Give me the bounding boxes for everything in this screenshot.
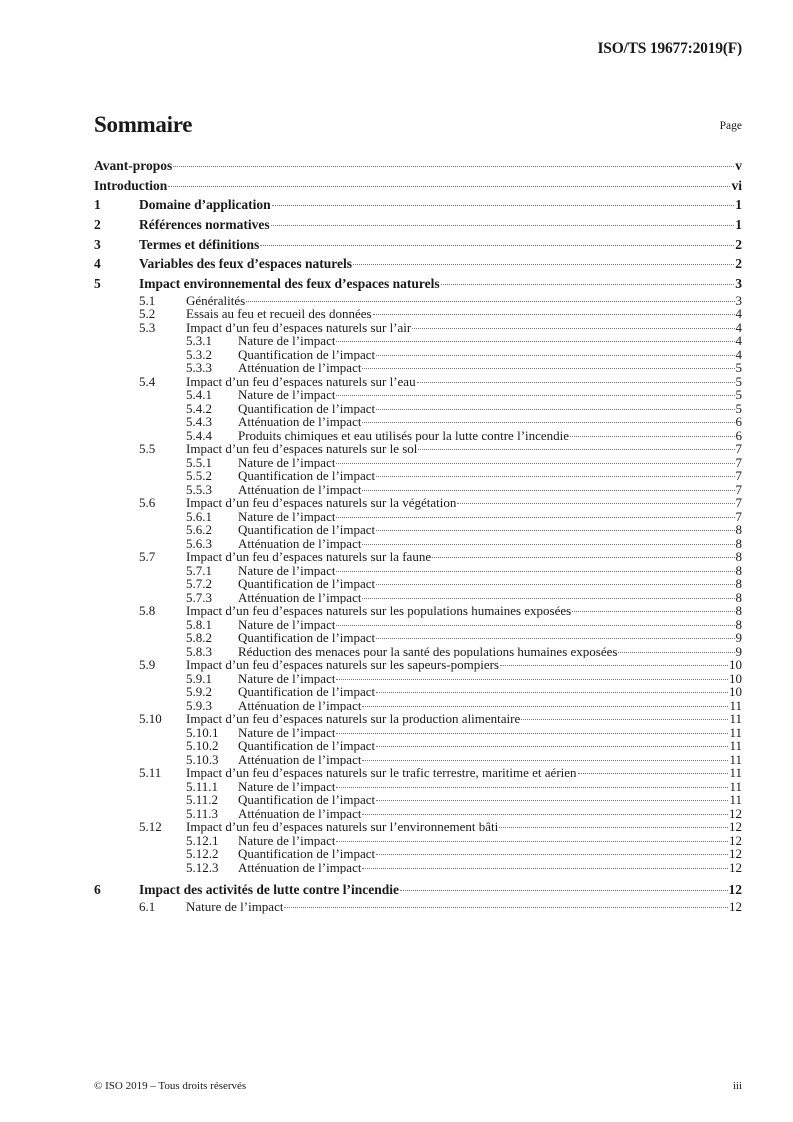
toc-entry[interactable]: [94, 780, 742, 794]
toc-entry[interactable]: [94, 766, 742, 780]
dot-leader: [412, 328, 734, 329]
footer-copyright: © ISO 2019 – Tous droits réservés: [94, 1080, 247, 1092]
toc-entry-title[interactable]: Nature de l’impact: [238, 563, 336, 578]
toc-entry-page[interactable]: 3: [735, 292, 742, 308]
toc-entry-title[interactable]: Introduction: [94, 177, 168, 193]
toc-entry-number: 5.7.3: [186, 589, 212, 605]
toc-entry-title[interactable]: Impact d’un feu d’espaces naturels sur le sol: [186, 442, 418, 456]
toc-entry[interactable]: [94, 510, 742, 524]
toc-entry-title[interactable]: Impact d’un feu d’espaces naturels sur les populations humaines exposées: [186, 604, 572, 618]
toc-entry-title[interactable]: Références normatives: [139, 217, 270, 233]
dot-leader: [376, 638, 734, 639]
toc-entry[interactable]: [94, 658, 742, 672]
toc-entry-number: 5.10.3: [186, 751, 219, 767]
toc-entry[interactable]: [94, 321, 742, 335]
toc-entry-title[interactable]: Impact d’un feu d’espaces naturels sur le trafic terrestre, maritime et aérien: [186, 766, 577, 780]
dot-leader: [376, 692, 728, 693]
toc-entry-page[interactable]: 5: [735, 400, 742, 416]
toc-entry-number: 5.9.3: [186, 697, 212, 713]
toc-entry-number: 5.11: [139, 765, 162, 781]
dot-leader: [376, 584, 734, 585]
toc-entry-number: 5.8.3: [186, 643, 212, 659]
toc-entry-page[interactable]: 8: [735, 576, 742, 592]
toc-entry-title[interactable]: Atténuation de l’impact: [238, 482, 362, 497]
toc-entry-title[interactable]: Quantification de l’impact: [238, 739, 376, 753]
toc-entry[interactable]: [94, 739, 742, 753]
toc-entry-title[interactable]: Nature de l’impact: [238, 725, 336, 740]
toc-entry-title[interactable]: Nature de l’impact: [238, 334, 336, 348]
toc-entry-page[interactable]: 7: [735, 481, 742, 497]
dot-leader: [362, 598, 734, 599]
toc-entry[interactable]: [94, 375, 742, 389]
toc-entry-page[interactable]: 7: [735, 468, 742, 484]
toc-entry-page[interactable]: 6: [735, 414, 742, 430]
toc-entry-number: 5.7: [139, 549, 156, 565]
toc-entry[interactable]: [94, 861, 742, 875]
toc-entry-number: 5.3.2: [186, 346, 212, 362]
toc-entry-number: 5.3.1: [186, 333, 212, 349]
toc-entry-title[interactable]: Impact d’un feu d’espaces naturels sur les sapeurs-pompiers: [186, 658, 499, 672]
toc-entry-page[interactable]: 12: [729, 859, 742, 875]
toc-entry-title[interactable]: Impact d’un feu d’espaces naturels sur la production alimentaire: [186, 712, 521, 726]
toc-entry-page[interactable]: 5: [735, 387, 742, 403]
toc-entry-page[interactable]: 9: [735, 643, 742, 659]
dot-leader: [353, 264, 734, 265]
toc-entry-number: 5.10: [139, 711, 162, 727]
toc-entry-title[interactable]: Atténuation de l’impact: [238, 860, 362, 875]
toc-entry-page[interactable]: 8: [735, 603, 742, 619]
dot-leader: [500, 665, 728, 666]
toc-entry-page[interactable]: 5: [735, 360, 742, 376]
toc-entry[interactable]: [94, 361, 742, 375]
toc-entry[interactable]: [94, 254, 742, 274]
toc-entry-page[interactable]: 4: [735, 306, 742, 322]
dot-leader: [362, 368, 734, 369]
toc-entry-number: 5.6.1: [186, 508, 212, 524]
toc-entry[interactable]: [94, 195, 742, 215]
toc-entry[interactable]: [94, 699, 742, 713]
toc-entry[interactable]: [94, 820, 742, 834]
toc-entry-page[interactable]: 7: [735, 454, 742, 470]
toc-entry[interactable]: [94, 348, 742, 362]
dot-leader: [284, 907, 728, 908]
toc-entry-page[interactable]: 7: [735, 495, 742, 511]
toc-entry-title[interactable]: Impact d’un feu d’espaces naturels sur la faune: [186, 550, 432, 564]
dot-leader: [336, 463, 734, 464]
toc-entry-page[interactable]: 12: [729, 846, 742, 862]
dot-leader: [336, 679, 728, 680]
dot-leader: [376, 409, 734, 410]
toc-entry-title[interactable]: Avant-propos: [94, 158, 173, 173]
toc-entry-number: 5.4.4: [186, 427, 212, 443]
toc-entry[interactable]: [94, 388, 742, 402]
toc-entry-title[interactable]: Atténuation de l’impact: [238, 590, 362, 605]
toc-entry[interactable]: [94, 415, 742, 429]
toc-entry-number: 5.11.1: [186, 778, 219, 794]
dot-leader: [173, 166, 734, 167]
toc-entry-title[interactable]: Atténuation de l’impact: [238, 361, 362, 375]
dot-leader: [336, 571, 734, 572]
toc-entry-number: 5.11.2: [186, 792, 219, 808]
toc-entry-number: 5.11.3: [186, 805, 219, 821]
toc-entry-title[interactable]: Nature de l’impact: [238, 779, 336, 794]
toc-entry[interactable]: [94, 753, 742, 767]
document-id: ISO/TS 19677:2019(F): [597, 40, 742, 57]
toc-entry-number: 1: [94, 197, 101, 213]
dot-leader: [336, 341, 734, 342]
toc-entry-number: 5.5: [139, 441, 156, 457]
toc-entry-number: 5.8.2: [186, 630, 212, 646]
toc-entry-number: 5.10.2: [186, 738, 219, 754]
dot-leader: [376, 800, 728, 801]
toc-entry-number: 5.9.2: [186, 684, 212, 700]
toc-entry-page[interactable]: 8: [735, 589, 742, 605]
dot-leader: [271, 225, 735, 226]
dot-leader: [418, 449, 734, 450]
toc-entry[interactable]: [94, 176, 742, 196]
toc-entry-number: 5.8.1: [186, 616, 212, 632]
toc-entry-title[interactable]: Atténuation de l’impact: [238, 752, 362, 767]
toc-entry[interactable]: [94, 483, 742, 497]
toc-entry-page[interactable]: 11: [729, 724, 742, 740]
toc-entry-page[interactable]: 11: [729, 697, 742, 713]
toc-entry-page[interactable]: 2: [735, 236, 742, 252]
toc-entry-title[interactable]: Quantification de l’impact: [238, 847, 376, 861]
toc-entry-title[interactable]: Nature de l’impact: [238, 455, 336, 470]
toc-entry-title[interactable]: Quantification de l’impact: [238, 469, 376, 483]
toc-entry-number: 5: [94, 276, 101, 292]
toc-entry[interactable]: [94, 631, 742, 645]
dot-leader: [432, 557, 734, 558]
toc-entry[interactable]: [94, 726, 742, 740]
toc-entry[interactable]: [94, 880, 742, 900]
toc-entry-title[interactable]: Domaine d’application: [139, 197, 271, 213]
dot-leader: [336, 841, 728, 842]
dot-leader: [457, 503, 734, 504]
toc-entry-page[interactable]: 4: [735, 333, 742, 349]
dot-leader: [376, 355, 734, 356]
toc-entry-title[interactable]: Impact d’un feu d’espaces naturels sur l’eau: [186, 374, 416, 389]
toc-entry-page[interactable]: 12: [729, 805, 742, 821]
toc-entry-title[interactable]: Impact des activités de lutte contre l’incendie: [139, 882, 399, 898]
page-title: Sommaire: [94, 112, 193, 137]
toc-entry-number: 5.6: [139, 495, 156, 511]
toc-entry-number: 5.12.2: [186, 846, 219, 862]
toc-entry-number: 3: [94, 236, 101, 252]
toc-entry-page[interactable]: 12: [729, 819, 742, 835]
toc-entry-title[interactable]: Termes et définitions: [139, 236, 260, 252]
toc-entry[interactable]: [94, 793, 742, 807]
toc-entry-title[interactable]: Atténuation de l’impact: [238, 806, 362, 821]
toc-entry[interactable]: [94, 496, 742, 510]
dot-leader: [168, 186, 730, 187]
toc-entry-number: 5.3: [139, 319, 156, 335]
toc-entry[interactable]: [94, 294, 742, 308]
toc-entry[interactable]: [94, 274, 742, 294]
toc-entry-page[interactable]: 12: [729, 832, 742, 848]
table-of-contents: [94, 156, 742, 914]
dot-leader: [362, 760, 728, 761]
toc-entry-number: 5.7.2: [186, 576, 212, 592]
toc-entry-number: 5.6.2: [186, 522, 212, 538]
toc-entry-page[interactable]: 10: [729, 684, 742, 700]
dot-leader: [570, 436, 734, 437]
toc-entry-page[interactable]: 5: [735, 373, 742, 389]
toc-entry-number: 4: [94, 256, 101, 272]
dot-leader: [362, 490, 734, 491]
dot-leader: [618, 652, 734, 653]
toc-entry[interactable]: [94, 469, 742, 483]
dot-leader: [572, 611, 734, 612]
toc-entry-number: 5.5.3: [186, 481, 212, 497]
toc-entry[interactable]: [94, 847, 742, 861]
toc-entry-page[interactable]: 12: [728, 882, 742, 898]
toc-entry-title[interactable]: Nature de l’impact: [238, 509, 336, 524]
toc-entry-title[interactable]: Impact d’un feu d’espaces naturels sur la végétation: [186, 496, 457, 510]
dot-leader: [272, 205, 735, 206]
toc-entry[interactable]: [94, 900, 742, 914]
toc-entry[interactable]: [94, 442, 742, 456]
toc-entry-title[interactable]: Nature de l’impact: [238, 833, 336, 848]
toc-entry[interactable]: [94, 834, 742, 848]
toc-entry-page[interactable]: 8: [735, 522, 742, 538]
toc-entry-number: 5.12.3: [186, 859, 219, 875]
toc-entry-page[interactable]: 8: [735, 562, 742, 578]
toc-entry-page[interactable]: 8: [735, 616, 742, 632]
toc-entry-title[interactable]: Impact d’un feu d’espaces naturels sur l’environnement bâti: [186, 820, 499, 834]
dot-leader: [373, 314, 735, 315]
dot-leader: [362, 814, 728, 815]
dot-leader: [376, 746, 728, 747]
toc-entry-page[interactable]: 6: [735, 427, 742, 443]
dot-leader: [260, 245, 734, 246]
toc-entry-page[interactable]: vi: [731, 177, 742, 193]
toc-entry-page[interactable]: 11: [729, 792, 742, 808]
toc-entry-page[interactable]: 3: [735, 276, 742, 292]
toc-entry-number: 5.9.1: [186, 670, 212, 686]
dot-leader: [362, 544, 734, 545]
toc-entry-page[interactable]: 1: [735, 217, 742, 233]
toc-entry-title[interactable]: Quantification de l’impact: [238, 631, 376, 645]
toc-entry-number: 5.7.1: [186, 562, 212, 578]
toc-entry-title[interactable]: Quantification de l’impact: [238, 793, 376, 807]
page-column-label: Page: [719, 120, 742, 132]
dot-leader: [499, 827, 728, 828]
toc-entry-number: 5.9: [139, 657, 156, 673]
dot-leader: [441, 284, 735, 285]
toc-entry[interactable]: [94, 645, 742, 659]
footer-page-number: iii: [732, 1080, 742, 1092]
toc-entry-title[interactable]: Quantification de l’impact: [238, 401, 376, 416]
toc-entry-title[interactable]: Réduction des menaces pour la santé des populations humaines exposées: [238, 644, 618, 659]
toc-entry-title[interactable]: Quantification de l’impact: [238, 523, 376, 537]
toc-entry-number: 5.4.3: [186, 414, 212, 430]
toc-entry-number: 5.4: [139, 373, 156, 389]
toc-entry-title[interactable]: Produits chimiques et eau utilisés pour la lutte contre l’incendie: [238, 428, 570, 443]
toc-entry-page[interactable]: 7: [735, 508, 742, 524]
toc-entry-number: 5.5.2: [186, 468, 212, 484]
toc-entry[interactable]: [94, 537, 742, 551]
dot-leader: [417, 382, 735, 383]
toc-entry-number: 6.1: [139, 899, 156, 914]
toc-entry-number: 5.3.3: [186, 360, 212, 376]
dot-leader: [336, 517, 734, 518]
dot-leader: [336, 395, 734, 396]
toc-entry-title[interactable]: Généralités: [186, 293, 246, 308]
toc-entry[interactable]: [94, 307, 742, 321]
toc-entry[interactable]: [94, 618, 742, 632]
toc-entry-title[interactable]: Atténuation de l’impact: [238, 415, 362, 429]
dot-leader: [362, 706, 728, 707]
toc-entry-page[interactable]: 10: [729, 657, 742, 673]
toc-entry-title[interactable]: Atténuation de l’impact: [238, 698, 362, 713]
dot-leader: [336, 733, 728, 734]
dot-leader: [376, 530, 734, 531]
dot-leader: [400, 890, 728, 891]
toc-entry-title[interactable]: Quantification de l’impact: [238, 577, 376, 591]
toc-entry[interactable]: [94, 550, 742, 564]
dot-leader: [246, 301, 734, 302]
toc-entry-title[interactable]: Atténuation de l’impact: [238, 536, 362, 551]
dot-leader: [376, 854, 728, 855]
toc-entry-page[interactable]: 8: [735, 535, 742, 551]
toc-entry[interactable]: [94, 564, 742, 578]
toc-entry-number: 5.4.2: [186, 400, 212, 416]
toc-entry[interactable]: [94, 672, 742, 686]
toc-entry-page[interactable]: 11: [729, 738, 742, 754]
dot-leader: [362, 868, 728, 869]
toc-entry-number: 5.6.3: [186, 535, 212, 551]
toc-entry-page[interactable]: 1: [735, 197, 742, 213]
toc-entry-title[interactable]: Essais au feu et recueil des données: [186, 307, 372, 321]
toc-entry-page[interactable]: 4: [735, 319, 742, 335]
toc-entry-number: 2: [94, 217, 101, 233]
toc-entry-number: 5.12: [139, 819, 162, 835]
toc-entry-number: 5.1: [139, 292, 156, 308]
toc-entry-number: 5.8: [139, 603, 156, 619]
toc-entry-number: 5.12.1: [186, 832, 219, 848]
toc-entry[interactable]: [94, 712, 742, 726]
toc-entry[interactable]: [94, 523, 742, 537]
toc-entry-number: 5.4.1: [186, 387, 212, 403]
toc-entry[interactable]: [94, 235, 742, 255]
toc-entry-page[interactable]: 11: [729, 778, 742, 794]
dot-leader: [376, 476, 734, 477]
toc-entry-page[interactable]: 11: [729, 765, 742, 781]
toc-entry[interactable]: [94, 456, 742, 470]
toc-entry-title[interactable]: Impact d’un feu d’espaces naturels sur l’air: [186, 320, 412, 335]
toc-entry[interactable]: [94, 807, 742, 821]
toc-entry-number: 6: [94, 882, 101, 898]
toc-entry-page[interactable]: 4: [735, 346, 742, 362]
toc-entry-title[interactable]: Variables des feux d’espaces naturels: [139, 256, 353, 272]
toc-entry-number: 5.5.1: [186, 454, 212, 470]
toc-entry[interactable]: [94, 334, 742, 348]
toc-entry-page[interactable]: 11: [729, 751, 742, 767]
toc-entry-title[interactable]: Impact environnemental des feux d’espaces naturels: [139, 276, 440, 292]
toc-entry[interactable]: [94, 429, 742, 443]
toc-entry-title[interactable]: Nature de l’impact: [238, 671, 336, 686]
toc-entry-title[interactable]: Nature de l’impact: [186, 900, 284, 914]
toc-entry-title[interactable]: Nature de l’impact: [238, 617, 336, 632]
toc-entry-number: 5.10.1: [186, 724, 219, 740]
dot-leader: [336, 625, 734, 626]
dot-leader: [521, 719, 728, 720]
dot-leader: [362, 422, 734, 423]
toc-entry-page[interactable]: 7: [735, 441, 742, 457]
toc-entry-page[interactable]: 10: [729, 670, 742, 686]
toc-entry-page[interactable]: 11: [729, 711, 742, 727]
toc-entry[interactable]: [94, 591, 742, 605]
toc-entry-page[interactable]: v: [735, 158, 742, 173]
toc-entry[interactable]: [94, 215, 742, 235]
toc-entry[interactable]: [94, 604, 742, 618]
toc-entry-title[interactable]: Quantification de l’impact: [238, 347, 376, 362]
toc-entry[interactable]: [94, 156, 742, 176]
toc-entry-page[interactable]: 9: [735, 630, 742, 646]
toc-entry-page[interactable]: 8: [735, 549, 742, 565]
dot-leader: [336, 787, 728, 788]
toc-entry-title[interactable]: Nature de l’impact: [238, 388, 336, 402]
toc-entry[interactable]: [94, 577, 742, 591]
toc-entry-page[interactable]: 2: [735, 256, 742, 272]
toc-entry[interactable]: [94, 685, 742, 699]
toc-entry-title[interactable]: Quantification de l’impact: [238, 685, 376, 699]
toc-entry-page[interactable]: 12: [729, 899, 742, 914]
toc-entry[interactable]: [94, 402, 742, 416]
toc-entry-number: 5.2: [139, 306, 156, 322]
dot-leader: [578, 773, 729, 774]
